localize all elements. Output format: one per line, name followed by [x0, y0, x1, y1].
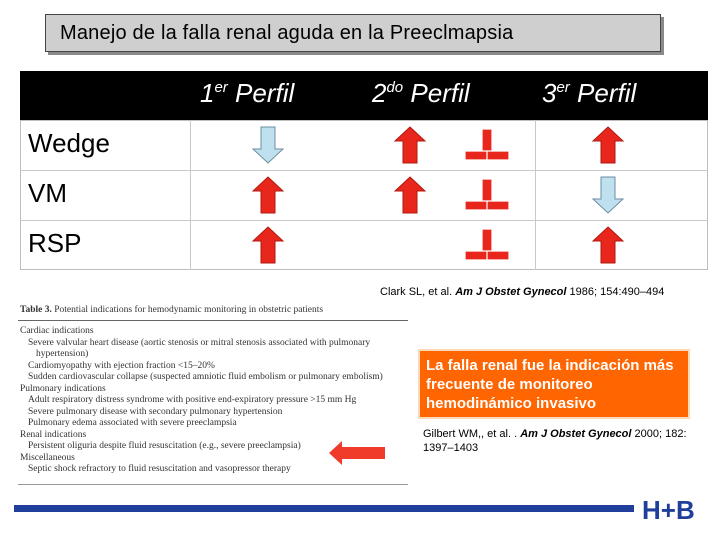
red-normal-bars-icon: [463, 128, 511, 162]
table3-rule: [18, 484, 408, 485]
table3-line: Renal indications: [20, 429, 87, 440]
table3-line: Miscellaneous: [20, 452, 75, 463]
header-profile-2: $2^{do}$ Perfil: [372, 78, 470, 108]
table3-line: Severe valvular heart disease (aortic stenosis or mitral stenosis associated with pulmonary: [28, 337, 371, 348]
red-up-arrow-icon: [592, 126, 624, 164]
light-blue-down-arrow-icon: [592, 176, 624, 214]
table3-line: Severe pulmonary disease with secondary pulmonary hypertension: [28, 406, 283, 417]
citation-gilbert-pages: 1397–1403: [423, 442, 479, 454]
row-divider: [20, 220, 708, 221]
table3-line: Adult respiratory distress syndrome with positive end-expiratory pressure >15 mm Hg: [28, 395, 357, 405]
red-up-arrow-icon: [252, 176, 284, 214]
table3-line: Pulmonary indications: [20, 383, 106, 394]
header-profile-3: 3er Perfil: [542, 78, 637, 108]
table3-title: Table 3. Potential indications for hemodynamic monitoring in obstetric patients: [20, 305, 324, 315]
row-label-rsp: RSP: [28, 228, 82, 258]
red-up-arrow-icon: [592, 226, 624, 264]
table3-line: Cardiomyopathy with ejection fraction <15–20%: [28, 360, 215, 371]
red-normal-bars-icon: [463, 228, 511, 262]
red-normal-bars-icon: [463, 178, 511, 212]
table3-line: Septic shock refractory to fluid resuscitation and vasopressor therapy: [28, 464, 291, 474]
citation-gilbert: Gilbert WM,, et al. . Am J Obstet Gynecol 2000; 182:: [423, 428, 687, 440]
red-left-arrow-icon: [328, 440, 386, 466]
header-profile-1: 1er Perfil: [200, 78, 295, 108]
light-blue-down-arrow-icon: [252, 126, 284, 164]
callout-box: La falla renal fue la indicación más frecuente de monitoreo hemodinámico invasivo: [418, 349, 690, 419]
footer-bar: [14, 505, 634, 512]
row-divider: [20, 170, 708, 171]
citation-clark: Clark SL, et al. Am J Obstet Gynecol 1986; 154:490–494: [380, 286, 665, 298]
table3-line: Sudden cardiovascular collapse (suspected amniotic fluid embolism or pulmonary embolism): [28, 372, 383, 382]
table3-line: hypertension): [36, 349, 89, 359]
row-label-vm: VM: [28, 178, 67, 208]
column-divider: [190, 120, 191, 270]
logo-text: H+B: [642, 495, 695, 525]
slide-title: Manejo de la falla renal aguda en la Preeclmapsia: [60, 22, 514, 44]
hb-logo: [640, 492, 700, 526]
table3-rule: [18, 320, 408, 321]
red-up-arrow-icon: [252, 226, 284, 264]
red-up-arrow-icon: [394, 126, 426, 164]
row-label-wedge: Wedge: [28, 128, 110, 158]
column-divider: [535, 120, 536, 270]
table3-line: Pulmonary edema associated with severe preeclampsia: [28, 418, 237, 428]
table3-line: Persistent oliguria despite fluid resuscitation (e.g., severe preeclampsia): [28, 441, 301, 451]
table3-line: Cardiac indications: [20, 326, 94, 336]
red-up-arrow-icon: [394, 176, 426, 214]
